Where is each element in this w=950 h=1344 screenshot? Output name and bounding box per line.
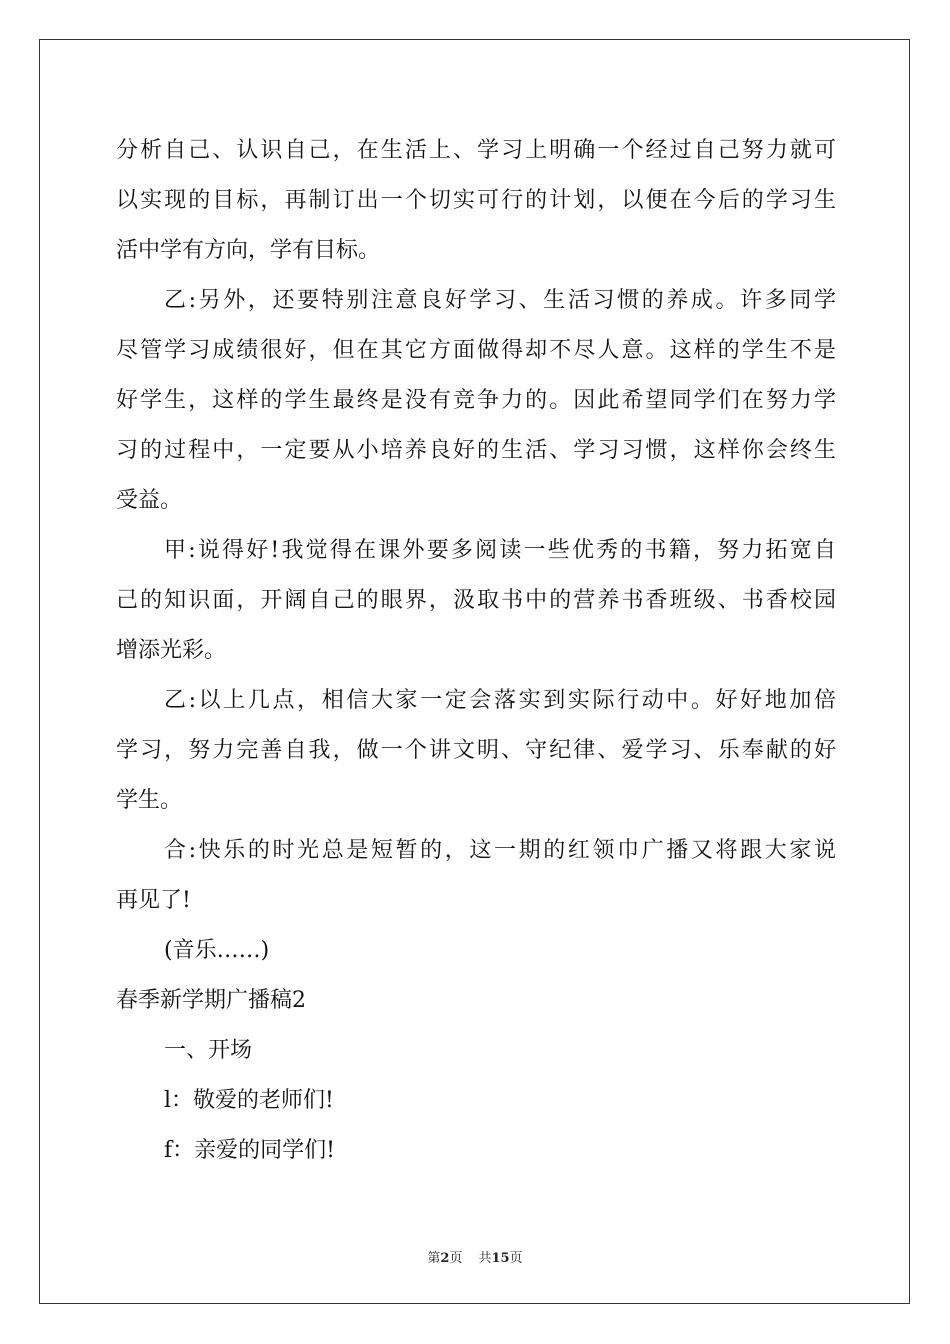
text-line: 己的知识面，开阔自己的眼界，汲取书中的营养书香班级、书香校园 xyxy=(116,588,836,613)
section-heading: 春季新学期广播稿2 xyxy=(116,988,306,1013)
text-line: 一、开场 xyxy=(164,1038,253,1063)
document-body xyxy=(116,126,836,1176)
page-footer xyxy=(0,1247,950,1266)
text-line: (音乐……) xyxy=(164,938,270,963)
text-line: 以实现的目标，再制订出一个切实可行的计划，以便在今后的学习生 xyxy=(116,188,836,213)
text-line: 活中学有方向，学有目标。 xyxy=(116,238,381,263)
text-line: 习的过程中，一定要从小培养良好的生活、学习习惯，这样你会终生 xyxy=(116,438,836,463)
text-line: 乙:另外，还要特别注意良好学习、生活习惯的养成。许多同学 xyxy=(164,288,836,313)
text-line: 乙:以上几点，相信大家一定会落实到实际行动中。好好地加倍 xyxy=(164,688,836,713)
text-line: 学习，努力完善自我，做一个讲文明、守纪律、爱学习、乐奉献的好 xyxy=(116,738,836,763)
page-current: 2 xyxy=(440,1251,450,1266)
text-line: 甲:说得好!我觉得在课外要多阅读一些优秀的书籍，努力拓宽自 xyxy=(164,538,836,563)
page-prefix: 第 xyxy=(427,1251,441,1266)
text-line: l：敬爱的老师们! xyxy=(164,1088,334,1113)
text-line: 尽管学习成绩很好，但在其它方面做得却不尽人意。这样的学生不是 xyxy=(116,338,836,363)
total-prefix: 共 xyxy=(478,1251,492,1266)
text-line: 受益。 xyxy=(116,488,183,513)
page-unit: 页 xyxy=(449,1251,463,1266)
text-line: 学生。 xyxy=(116,788,183,813)
text-line: f：亲爱的同学们! xyxy=(164,1138,335,1163)
total-unit: 页 xyxy=(509,1251,523,1266)
text-line: 再见了! xyxy=(116,888,191,913)
text-line: 分析自己、认识自己，在生活上、学习上明确一个经过自己努力就可 xyxy=(116,138,836,163)
text-line: 合:快乐的时光总是短暂的，这一期的红领巾广播又将跟大家说 xyxy=(164,838,836,863)
text-line: 增添光彩。 xyxy=(116,638,227,663)
text-line: 好学生，这样的学生最终是没有竞争力的。因此希望同学们在努力学 xyxy=(116,388,836,413)
page-total: 15 xyxy=(491,1251,510,1266)
